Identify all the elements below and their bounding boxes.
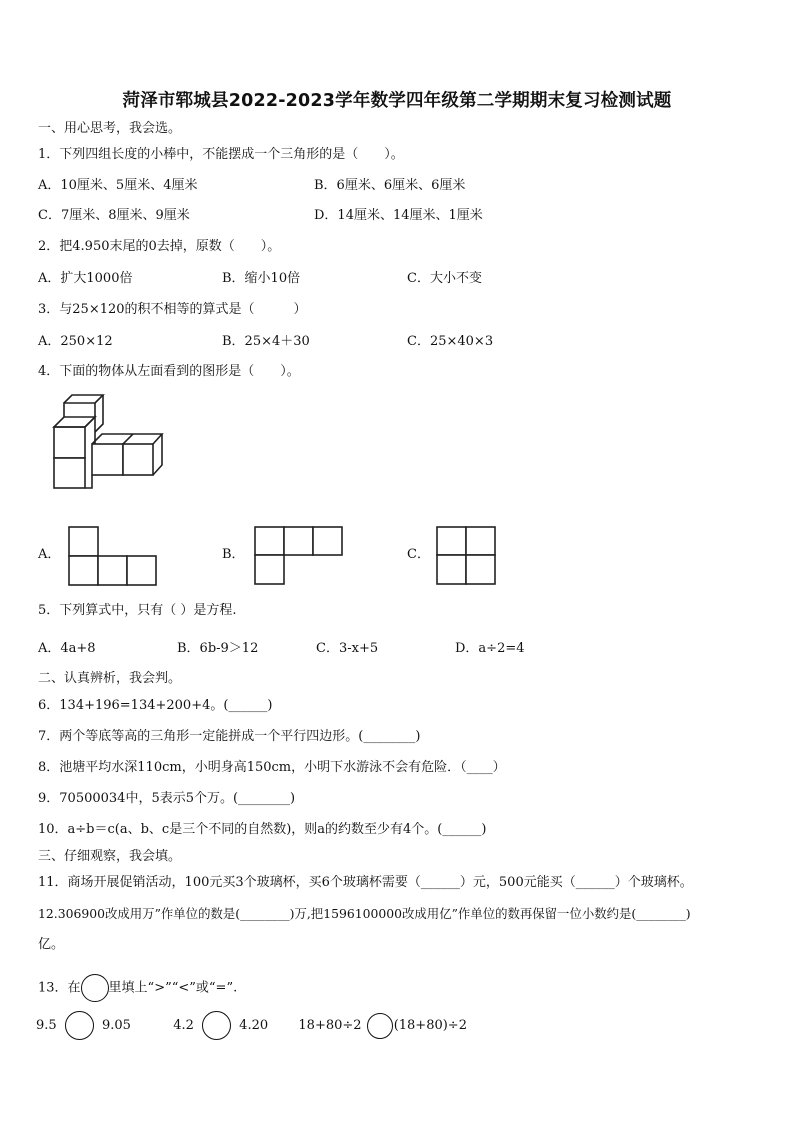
question-7: 7．两个等底等高的三角形一定能拼成一个平行四边形。(________) bbox=[38, 729, 421, 744]
question-8: 8．池塘平均水深110cm，小明身高150cm，小明下水游泳不会有危险．（____） bbox=[38, 760, 506, 775]
page-title: 菏泽市郓城县2022-2023学年数学四年级第二学期期末复习检测试题 bbox=[122, 91, 672, 111]
section-heading-1: 一、用心思考，我会选。 bbox=[38, 121, 182, 136]
question-4-option-b-label: B． bbox=[222, 547, 245, 562]
comparison-3-circle-icon[interactable] bbox=[367, 1013, 393, 1039]
question-13-stem bbox=[38, 974, 237, 1002]
comparison-row bbox=[36, 1011, 467, 1040]
question-5-option-a: A．4a+8 bbox=[38, 641, 96, 656]
answer-circle-icon bbox=[81, 974, 109, 1002]
comparison-2-left: 4.2 bbox=[173, 1018, 194, 1033]
cube-stack-figure bbox=[52, 400, 164, 492]
question-1-option-c: C．7厘米、8厘米、9厘米 bbox=[38, 208, 190, 223]
question-5-option-c: C．3-x+5 bbox=[316, 641, 379, 656]
question-1-option-d: D．14厘米、14厘米、1厘米 bbox=[314, 208, 483, 223]
section-heading-3: 三、仔细观察，我会填。 bbox=[38, 849, 182, 864]
question-12-line-2: 亿。 bbox=[38, 937, 65, 952]
question-1-stem: 1．下列四组长度的小棒中，不能摆成一个三角形的是（ ）。 bbox=[38, 147, 404, 162]
question-2-option-b: B．缩小10倍 bbox=[222, 271, 301, 286]
question-10: 10．a÷b＝c(a、b、c是三个不同的自然数)，则a的约数至少有4个。(______) bbox=[38, 822, 487, 837]
question-3-option-b: B．25×4＋30 bbox=[222, 334, 310, 349]
question-1-option-a: A．10厘米、5厘米、4厘米 bbox=[38, 178, 198, 193]
question-2-option-c: C．大小不变 bbox=[407, 271, 482, 286]
question-13-prefix: 13．在 bbox=[38, 980, 81, 996]
question-3-option-c: C．25×40×3 bbox=[407, 334, 494, 349]
comparison-1-left: 9.5 bbox=[36, 1018, 57, 1033]
question-6: 6．134+196=134+200+4。(______) bbox=[38, 698, 273, 713]
comparison-1-right: 9.05 bbox=[101, 1018, 131, 1033]
question-5-stem: 5．下列算式中，只有（ ）是方程. bbox=[38, 603, 237, 618]
question-13-suffix: 里填上“>”“<”或“=”. bbox=[108, 980, 238, 996]
question-12-line-1: 12.306900改成用万”作单位的数是(________)万,把1596100000改成用亿”作单位的数再保留一位小数约是(________) bbox=[38, 906, 691, 921]
question-9: 9．70500034中，5表示5个万。(________) bbox=[38, 791, 296, 806]
comparison-3-right: (18+80)÷2 bbox=[393, 1018, 467, 1033]
option-a-view-shape bbox=[68, 526, 160, 586]
question-2-option-a: A．扩大1000倍 bbox=[38, 271, 133, 286]
question-3-stem: 3．与25×120的积不相等的算式是（ ） bbox=[38, 302, 307, 317]
option-c-view-shape bbox=[436, 526, 498, 586]
question-11: 11．商场开展促销活动，100元买3个玻璃杯，买6个玻璃杯需要（______）元，500元能买（______）个玻璃杯。 bbox=[38, 875, 693, 890]
question-5-option-b: B．6b-9＞12 bbox=[177, 641, 259, 656]
comparison-2-circle-icon[interactable] bbox=[202, 1011, 231, 1040]
option-b-view-shape bbox=[254, 526, 346, 586]
comparison-2-right: 4.20 bbox=[239, 1018, 269, 1033]
question-3-option-a: A．250×12 bbox=[38, 334, 113, 349]
comparison-3-left: 18+80÷2 bbox=[298, 1018, 362, 1033]
question-4-option-c-label: C． bbox=[407, 547, 430, 562]
question-5-option-d: D．a÷2=4 bbox=[455, 641, 525, 656]
question-4-stem: 4．下面的物体从左面看到的图形是（ ）。 bbox=[38, 364, 300, 379]
question-2-stem: 2．把4.950末尾的0去掉，原数（ ）。 bbox=[38, 239, 281, 254]
section-heading-2: 二、认真辨析，我会判。 bbox=[38, 671, 182, 686]
comparison-1-circle-icon[interactable] bbox=[65, 1011, 94, 1040]
question-4-option-a-label: A． bbox=[38, 547, 61, 562]
question-1-option-b: B．6厘米、6厘米、6厘米 bbox=[314, 178, 466, 193]
